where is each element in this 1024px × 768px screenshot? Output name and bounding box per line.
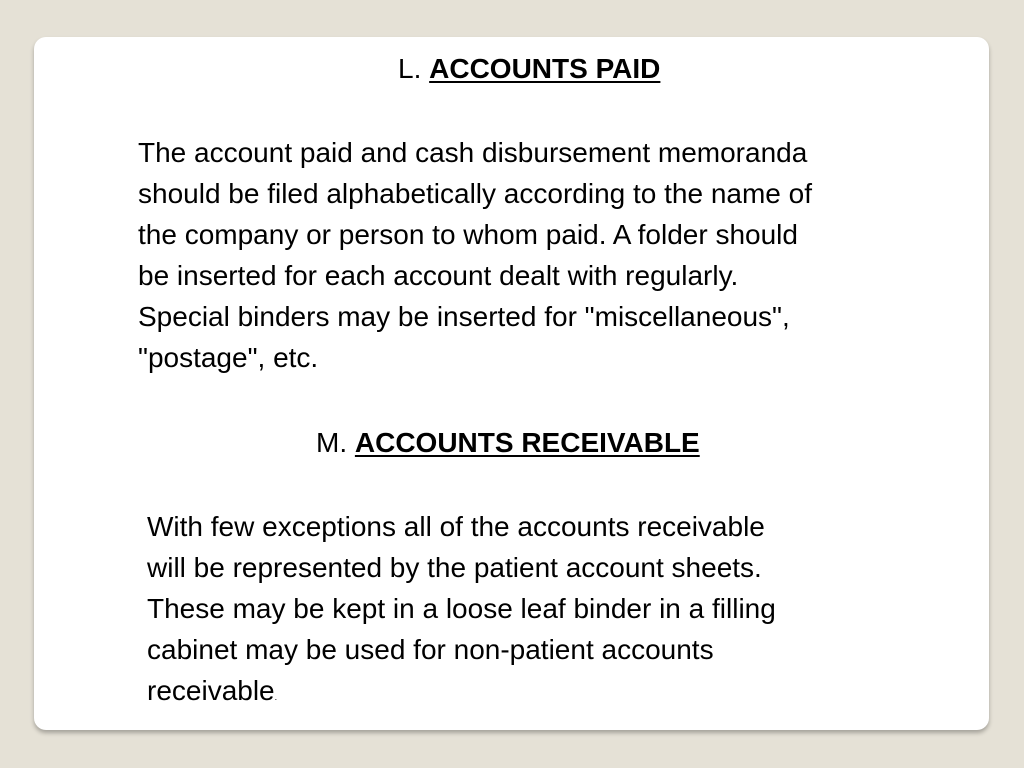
section-l-heading: [398, 55, 660, 83]
section-m-paragraph: [147, 506, 776, 718]
section-l-paragraph: [138, 132, 812, 378]
paragraph-line: should be filed alphabetically according to the name of: [138, 178, 812, 209]
paragraph-line: will be represented by the patient account sheets.: [147, 552, 762, 583]
section-l-prefix: L.: [398, 53, 430, 84]
slide-card: [34, 37, 989, 730]
section-m-title: ACCOUNTS RECEIVABLE: [354, 427, 700, 458]
section-m-prefix: M.: [316, 427, 355, 458]
trailing-period: .: [274, 692, 278, 702]
paragraph-line: the company or person to whom paid. A folder should: [138, 219, 798, 250]
paragraph-line: "postage", etc.: [138, 342, 319, 373]
paragraph-line: With few exceptions all of the accounts receivable: [147, 511, 765, 542]
paragraph-line: Special binders may be inserted for "miscellaneous",: [138, 301, 790, 332]
paragraph-line: cabinet may be used for non-patient accounts: [147, 634, 714, 665]
section-m-heading: [316, 429, 700, 457]
paragraph-line-last: [147, 670, 776, 718]
section-l-title: ACCOUNTS PAID: [429, 53, 661, 84]
paragraph-line: These may be kept in a loose leaf binder in a filling: [147, 593, 776, 624]
paragraph-line-text: receivable: [147, 675, 275, 706]
paragraph-line: be inserted for each account dealt with regularly.: [138, 260, 739, 291]
paragraph-line: The account paid and cash disbursement memoranda: [138, 137, 808, 168]
